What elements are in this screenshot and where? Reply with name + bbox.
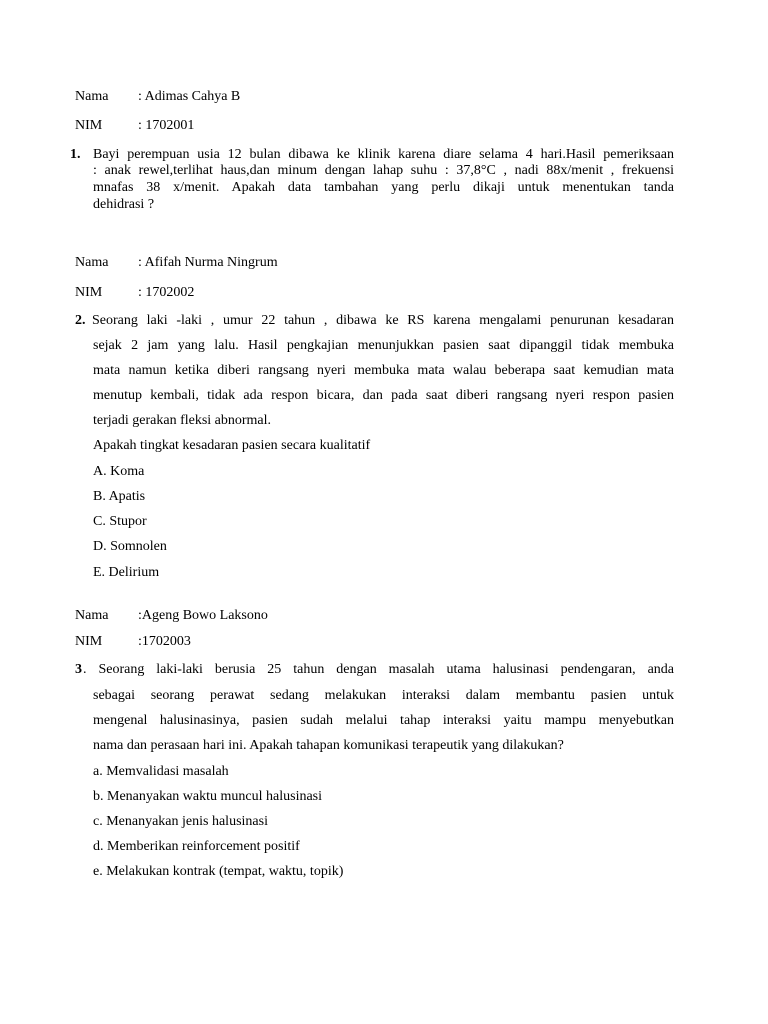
nim-label: NIM	[75, 285, 103, 300]
question-2-line-4: menutup kembali, tidak ada respon bicara, dan pada saat diberi rangsang nyeri respon pasien	[93, 388, 674, 403]
option-2-e: E. Delirium	[93, 565, 160, 580]
question-3-line-2: sebagai seorang perawat sedang melakukan interaksi dalam membantu pasien untuk	[93, 688, 674, 703]
question-2-prompt: Apakah tingkat kesadaran pasien secara kualitatif	[93, 438, 371, 453]
question-3-line-3: mengenal halusinasinya, pasien sudah melalui tahap interaksi yaitu mampu menyebutkan	[93, 713, 674, 728]
option-2-d: D. Somnolen	[93, 539, 167, 554]
question-2-line-3: mata namun ketika diberi rangsang nyeri membuka mata walau beberapa saat kemudian mata	[93, 363, 674, 378]
option-3-a: a. Memvalidasi masalah	[93, 764, 229, 779]
nim-value: : 1702001	[138, 118, 195, 133]
option-3-e: e. Melakukan kontrak (tempat, waktu, topik)	[93, 864, 344, 879]
nim-value: : 1702002	[138, 285, 195, 300]
nama-label: Nama	[75, 255, 109, 270]
option-2-a: A. Koma	[93, 464, 145, 479]
option-2-c: C. Stupor	[93, 514, 147, 529]
option-3-b: b. Menanyakan waktu muncul halusinasi	[93, 789, 323, 804]
nim-value: :1702003	[138, 634, 191, 649]
nama-value: : Afifah Nurma Ningrum	[138, 255, 278, 270]
option-2-b: B. Apatis	[93, 489, 146, 504]
nama-value: :Ageng Bowo Laksono	[138, 608, 268, 623]
question-1-line-1: Bayi perempuan usia 12 bulan dibawa ke klinik karena diare selama 4 hari.Hasil pemeriksaan	[93, 147, 674, 162]
question-number-3: 3	[75, 662, 82, 677]
question-3-line-4: nama dan perasaan hari ini. Apakah tahapan komunikasi terapeutik yang dilakukan?	[93, 738, 564, 753]
nama-value: : Adimas Cahya B	[138, 89, 241, 104]
question-1-line-4: dehidrasi ?	[93, 197, 155, 212]
nama-label: Nama	[75, 89, 109, 104]
question-1-line-3: mnafas 38 x/menit. Apakah data tambahan yang perlu dikaji untuk menentukan tanda	[93, 180, 674, 195]
question-number-1: 1.	[70, 147, 81, 162]
question-number-2: 2.	[75, 313, 86, 328]
nim-label: NIM	[75, 634, 103, 649]
nama-label: Nama	[75, 608, 109, 623]
nim-label: NIM	[75, 118, 103, 133]
question-2-line-2: sejak 2 jam yang lalu. Hasil pengkajian menunjukkan pasien saat dipanggil tidak membuka	[93, 338, 674, 353]
question-2-line-5: terjadi gerakan fleksi abnormal.	[93, 413, 272, 428]
option-3-c: c. Menanyakan jenis halusinasi	[93, 814, 268, 829]
question-3-line-1: . Seorang laki-laki berusia 25 tahun dengan masalah utama halusinasi pendengaran, anda	[83, 662, 674, 677]
question-2-line-1: Seorang laki -laki , umur 22 tahun , dibawa ke RS karena mengalami penurunan kesadaran	[92, 313, 674, 328]
question-1-line-2: : anak rewel,terlihat haus,dan minum dengan lahap suhu : 37,8°C , nadi 88x/menit , frekuensi	[93, 163, 674, 178]
option-3-d: d. Memberikan reinforcement positif	[93, 839, 300, 854]
